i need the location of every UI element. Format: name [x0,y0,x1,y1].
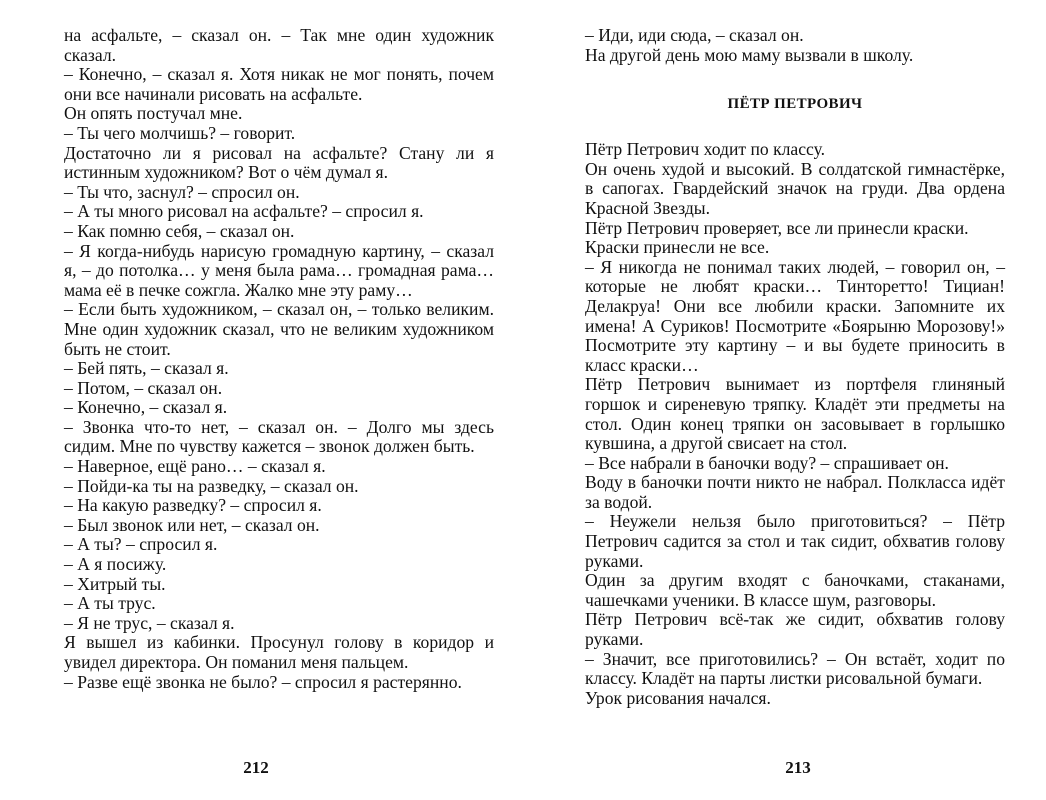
paragraph: – Пойди-ка ты на разведку, – сказал он. [64,475,359,496]
paragraph: – А ты много рисовал на асфальте? – спросил я. [64,201,424,222]
paragraph: – Я никогда не понимал таких людей, – говорил он, – которые не любят краски… Тинторетто! Тициан! Делакруа! Они все любили краски. Запомните их имена! А Суриков! Посмотрите «Боярыню Морозову!» Посмотрите эту картину – и вы будете приносить в класс краски… [585,256,1005,375]
paragraph: – Звонка что-то нет, – сказал он. – Долго мы здесь сидим. Мне по чувству кажется – звонок должен быть. [64,416,494,457]
paragraph: Пётр Петрович ходит по классу. [585,139,826,160]
left-page [64,26,494,692]
paragraph: – Хитрый ты. [64,573,166,594]
paragraph: Краски принесли не все. [585,237,770,258]
paragraph: Пётр Петрович проверяет, все ли принесли краски. [585,217,969,238]
paragraph: Он очень худой и высокий. В солдатской гимнастёрке, в сапогах. Гвардейский значок на груди. Два ордена Красной Звезды. [585,158,1005,218]
paragraph: – А ты трус. [64,593,156,614]
paragraph: – Наверное, ещё рано… – сказал я. [64,456,326,477]
paragraph: – Я когда-нибудь нарисую громадную картину, – сказал я, – до потолка… у меня была рама… громадная рама… мама её в печке сожгла. Жалко мне эту раму… [64,240,494,300]
paragraph: – Все набрали в баночки воду? – спрашивает он. [585,452,949,473]
paragraph: – Неужели нельзя было приготовиться? – Пётр Петрович садится за стол и так сидит, обхватив голову руками. [585,511,1005,571]
page-number-left: 212 [243,758,269,777]
paragraph: Один за другим входят с баночками, стаканами, чашечками ученики. В классе шум, разговоры. [585,570,1005,610]
paragraph: – Потом, – сказал он. [64,377,223,398]
chapter-title: ПЁТР ПЕТРОВИЧ [727,96,863,113]
paragraph: На другой день мою маму вызвали в школу. [585,44,914,65]
paragraph: – А я посижу. [64,554,167,575]
paragraph: – Иди, иди сюда, – сказал он. [585,25,804,45]
paragraph: – Если быть художником, – сказал он, – только великим. Мне один художник сказал, что не великим художником быть не стоит. [64,299,494,359]
paragraph: Пётр Петрович вынимает из портфеля глиняный горшок и сиреневую тряпку. Кладёт эти предметы на стол. Один конец тряпки он засовывает в горлышко кувшина, а другой свисает на стол. [585,374,1005,454]
paragraph: – Разве ещё звонка не было? – спросил я растерянно. [64,671,462,692]
paragraph: – Ты что, заснул? – спросил он. [64,181,300,202]
paragraph: на асфальте, – сказал он. – Так мне один художник сказал. [64,25,494,65]
paragraph: – Бей пять, – сказал я. [64,358,229,379]
paragraph: Пётр Петрович всё-так же сидит, обхватив голову руками. [585,609,1005,650]
paragraph: Я вышел из кабинки. Просунул голову в коридор и увидел директора. Он поманил меня пальцем. [64,632,494,672]
paragraph: Урок рисования начался. [585,687,771,708]
paragraph: – Конечно, – сказал я. [64,397,228,418]
paragraph: – Ты чего молчишь? – говорит. [64,122,296,143]
paragraph: Воду в баночки почти никто не набрал. Полкласса идёт за водой. [585,472,1005,512]
page-number-right: 213 [785,758,811,777]
paragraph: – Был звонок или нет, – сказал он. [64,514,320,535]
paragraph: Достаточно ли я рисовал на асфальте? Стану ли я истинным художником? Вот о чём думал я. [64,142,494,183]
right-page [585,26,1005,708]
paragraph: – А ты? – спросил я. [64,534,218,555]
paragraph: – Значит, все приготовились? – Он встаёт, ходит по классу. Кладёт на парты листки рисовальной бумаги. [585,648,1005,689]
paragraph: – Я не трус, – сказал я. [64,612,235,633]
paragraph: – Как помню себя, – сказал он. [64,220,295,241]
paragraph: Он опять постучал мне. [64,103,243,124]
paragraph: – На какую разведку? – спросил я. [64,495,322,516]
paragraph: – Конечно, – сказал я. Хотя никак не мог понять, почем они все начинали рисовать на асфальте. [64,64,494,104]
